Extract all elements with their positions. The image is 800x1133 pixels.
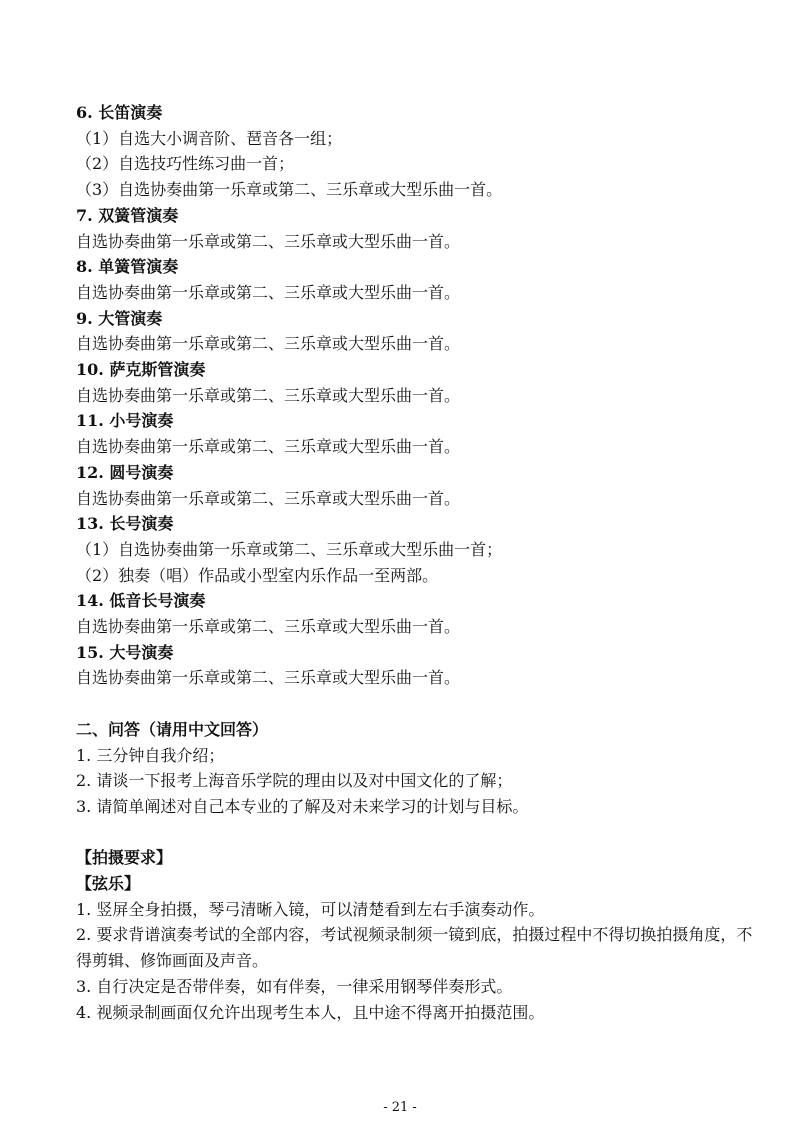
item-heading-oboe: 7. 双簧管演奏 [76,205,179,225]
item-heading-trumpet: 11. 小号演奏 [76,411,174,431]
filming-item: 4. 视频录制画面仅允许出现考生本人，且中途不得离开拍摄范围。 [76,1002,545,1022]
item-line: 自选协奏曲第一乐章或第二、三乐章或大型乐曲一首。 [76,488,461,508]
item-heading-saxophone: 10. 萨克斯管演奏 [76,360,206,380]
item-line: 自选协奏曲第一乐章或第二、三乐章或大型乐曲一首。 [76,231,461,251]
item-line: 自选协奏曲第一乐章或第二、三乐章或大型乐曲一首。 [76,385,461,405]
item-line: 自选协奏曲第一乐章或第二、三乐章或大型乐曲一首。 [76,334,461,354]
document-page [76,100,756,1025]
item-line: （2）自选技巧性练习曲一首； [76,154,295,174]
filming-item: 2. 要求背谱演奏考试的全部内容，考试视频录制须一镜到底，拍摄过程中不得切换拍摄角度，不得剪辑、修饰画面及声音。 [76,925,753,971]
item-heading-clarinet: 8. 单簧管演奏 [76,257,179,277]
item-line: 自选协奏曲第一乐章或第二、三乐章或大型乐曲一首。 [76,282,461,302]
item-line: 自选协奏曲第一乐章或第二、三乐章或大型乐曲一首。 [76,617,461,637]
item-line: （1）自选协奏曲第一乐章或第二、三乐章或大型乐曲一首； [76,539,503,559]
page-number: - 21 - [383,1100,417,1115]
item-line: 自选协奏曲第一乐章或第二、三乐章或大型乐曲一首。 [76,668,461,688]
spacer [76,691,756,717]
item-line: （2）独奏（唱）作品或小型室内乐作品一至两部。 [76,565,439,585]
filming-requirements-heading: 【拍摄要求】 [76,848,173,868]
item-line: （3）自选协奏曲第一乐章或第二、三乐章或大型乐曲一首。 [76,180,503,200]
section-heading-interview: 二、问答（请用中文回答） [76,719,269,739]
strings-subheading: 【弦乐】 [76,874,141,894]
item-heading-bass-trombone: 14. 低音长号演奏 [76,591,206,611]
item-heading-flute: 6. 长笛演奏 [76,103,163,122]
item-line: （1）自选大小调音阶、琶音各一组； [76,128,343,148]
filming-item: 1. 竖屏全身拍摄，琴弓清晰入镜，可以清楚看到左右手演奏动作。 [76,899,545,919]
item-line: 自选协奏曲第一乐章或第二、三乐章或大型乐曲一首。 [76,437,461,457]
item-heading-trombone: 13. 长号演奏 [76,514,174,534]
interview-item: 3. 请简单阐述对自己本专业的了解及对未来学习的计划与目标。 [76,796,529,816]
spacer [76,820,756,846]
item-heading-horn: 12. 圆号演奏 [76,462,174,482]
item-heading-tuba: 15. 大号演奏 [76,642,174,662]
interview-item: 1. 三分钟自我介绍； [76,745,225,765]
filming-item: 3. 自行决定是否带伴奏，如有伴奏，一律采用钢琴伴奏形式。 [76,976,513,996]
interview-item: 2. 请谈一下报考上海音乐学院的理由以及对中国文化的了解； [76,771,513,791]
item-heading-bassoon: 9. 大管演奏 [76,308,163,328]
